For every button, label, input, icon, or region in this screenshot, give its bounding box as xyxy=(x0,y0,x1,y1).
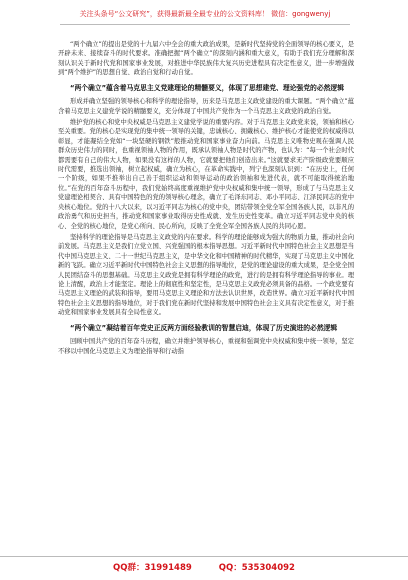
header-banner: 关注头条号“公文研究”，获得最新最全最专业的公文资料库！ 微信：gongwenyj xyxy=(60,10,350,25)
footer-qq-group: QQ群：31991489 xyxy=(113,563,192,573)
footer-contact xyxy=(0,556,408,573)
section-1-paragraph-3: 坚持科学的理论指导是马克思主义政党的内在要求。科学的理论能够成为强大的物质力量，推动社会向前发展。马克思主义是我们立党立国、兴党强国的根本指导思想。习近平新时代中国特色社会主义思想是当代中国马克思主义、二十一世纪马克思主义，是中华文化和中国精神的时代精华，实现了马克思主义中国化新的飞跃。确立习近平新时代中国特色社会主义思想的指导地位，是党的理论建设的重大成果，是全党全国人民团结奋斗的思想基础。马克思主义政党是拥有科学理论的政党，进行的是拥有科学理论指导的事业。理论上清醒，政治上才能坚定。理论上的彻底性和坚定性，是马克思主义政党必须具备的品格。一个政党要有马克思主义理论的武装和指导，要用马克思主义理论和方法去认识世界，改造世界。确立习近平新时代中国特色社会主义思想的指导地位，对于我们党在新时代坚持和发展中国特色社会主义具有决定性意义，对于推动党和国家事业发展具有全局性意义。 xyxy=(58,233,354,317)
section-1-paragraph-2: 维护党的核心和党中央权威是马克思主义建党学说的重要内容。对于马克思主义政党来说，领袖和核心至关重要。党的核心是实现党的集中统一领导的关键，忠诚核心、拥戴核心、维护核心才能使党的权威得以彰显，才能凝结全党如“一块坚硬的钢铁”般推动党和国家事业奋力向前。马克思主义唯物史观在强调人民群众历史伟力的同时，也重视领袖人物的作用，既承认领袖人物是时代的产物，也认为：“每一个社会时代都需要有自己的伟大人物，如果没有这样的人物，它就要把他们创造出来。”这就要求无产阶级政党要顺应时代需要，推选出领袖，树立起权威，确立为核心，在革命实践中，列宁也深刻认识到：“在历史上，任何一个阶级，如果不推举出自己善于组织运动和领导运动的政治领袖和先进代表，就不可能取得统治地位。”在党的百年奋斗历程中，我们党始终高度重视维护党中央权威和集中统一领导，形成了与马克思主义党建理论相契合、具有中国特色的党的领导核心理念，确立了毛泽东同志、邓小平同志、江泽民同志的党中央核心地位。党的十八大以来，以习近平同志为核心的党中央，团结带领全党全军全国各族人民，以非凡的政治勇气和历史担当，推动党和国家事业取得历史性成就、发生历史性变革。确立习近平同志党中央的核心、全党的核心地位，是党心所向、民心所向，反映了全党全军全国各族人民的共同心愿。 xyxy=(58,119,354,230)
section-1-paragraph-1: 形成并确立坚强的领导核心和科学的理论指导，历来是马克思主义政党建设的重大课题。“两个确立”蕴含着马克思主义建党学说的精髓要义，充分体现了中国共产党作为一个马克思主义政党的政治自觉。 xyxy=(58,98,354,115)
intro-paragraph: “两个确立”的提出是党的十九届六中全会的重大政治成果，是新时代坚持党的全面领导的核心要义，是开辟未来、接续奋斗的时代要求。准确把握“两个确立”的深刻内涵和重大意义，有助于我们充分理解和深刻认识关于新时代党和国家事业发展，对推进中华民族伟大复兴历史进程具有决定性意义，进一步增强做到“两个维护”的思想自觉、政治自觉和行动自觉。 xyxy=(58,41,354,77)
footer-qq: QQ：535304092 xyxy=(218,563,295,573)
section-heading-2: “两个确立”凝结着百年党史正反两方面经验教训的智慧启迪，体现了历史演进的必然逻辑 xyxy=(70,323,338,332)
section-heading-1: “两个确立”蕴含着马克思主义党建理论的精髓要义，体现了思想建党、理论强党的必然逻辑 xyxy=(70,83,345,92)
section-2-paragraph-1: 回顾中国共产党的百年奋斗历程，确立并维护领导核心，重视和强调党中央权威和集中统一领导，坚定不移以中国化马克思主义为理论指导和行动指 xyxy=(58,338,354,355)
document-body xyxy=(58,40,354,358)
